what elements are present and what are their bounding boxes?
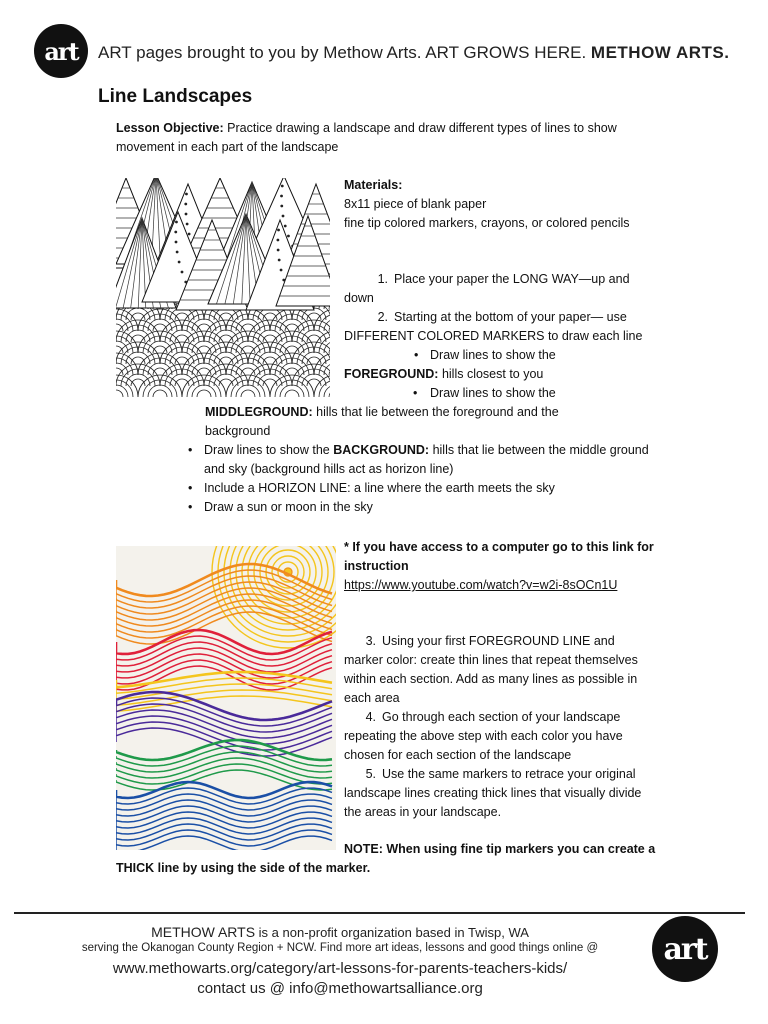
zen-mountain-dot xyxy=(175,221,178,224)
step-text: Starting at the bottom of your paper— use DIFFERENT COLORED MARKERS to draw each line xyxy=(344,310,643,343)
foreground-bullet-line xyxy=(344,346,656,365)
middleground-item xyxy=(205,384,655,441)
foreground-item xyxy=(344,346,656,384)
step-number: 5. xyxy=(365,767,376,781)
tagline-brand: METHOW ARTS. xyxy=(590,43,730,62)
step-number: 1. xyxy=(377,272,388,286)
footer-contact[interactable]: contact us @ info@methowartsalliance.org xyxy=(197,980,483,997)
zen-mountain-dot xyxy=(181,271,184,274)
zentangle-mountains-drawing xyxy=(116,178,330,400)
horizon-bullet: • Include a HORIZON LINE: a line where the earth meets the sky xyxy=(184,479,654,498)
zen-mountain-dot xyxy=(185,213,188,216)
step-3 xyxy=(344,632,656,708)
zen-mountain-dot xyxy=(174,231,177,234)
steps-1-2 xyxy=(344,270,656,346)
line-landscape-drawing xyxy=(116,546,336,850)
step-number: 4. xyxy=(365,710,376,724)
footer-divider xyxy=(14,912,745,914)
footer-brand: METHOW ARTS xyxy=(151,924,256,940)
step-text: Use the same markers to retrace your original landscape lines creating thick lines that visually divide the areas in your landscape. xyxy=(344,767,642,819)
step-5 xyxy=(344,765,656,822)
fg-label: FOREGROUND: xyxy=(344,367,439,381)
step-2 xyxy=(344,308,656,346)
step-text: Using your first FOREGROUND LINE and marker color: create thin lines that repeat themselves within each section. Add as many lines as possible in each area xyxy=(344,634,638,705)
step-text: Place your paper the LONG WAY—up and down xyxy=(344,272,630,305)
materials-item: fine tip colored markers, crayons, or colored pencils xyxy=(344,216,630,230)
footer-line-1 xyxy=(20,924,660,940)
zen-mountain-dot xyxy=(282,215,285,218)
zen-mountain-dot xyxy=(277,239,280,242)
zen-mountain-dot xyxy=(287,235,290,238)
colored-line-landscape-image xyxy=(116,546,336,850)
zen-mountain-dot xyxy=(175,241,178,244)
bg-label: BACKGROUND: xyxy=(333,443,430,457)
bullet-glyph: • xyxy=(413,386,418,400)
mg-pre: Draw lines to show the xyxy=(430,386,556,400)
zen-mountain-dot xyxy=(278,259,281,262)
footer-website-link[interactable]: www.methowarts.org/category/art-lessons-for-parents-teachers-kids/ xyxy=(112,960,568,977)
footer-line-1-text: is a non-profit organization based in Twisp, WA xyxy=(255,925,529,940)
materials-item: 8x11 piece of blank paper xyxy=(344,197,487,211)
mg-label: MIDDLEGROUND: xyxy=(205,405,313,419)
youtube-link[interactable]: https://www.youtube.com/watch?v=w2i-8sOCn1U xyxy=(344,578,618,592)
mg-text: hills that lie between the foreground and the background xyxy=(205,405,559,438)
footer-line-2: serving the Okanogan County Region + NCW. Find more art ideas, lessons and good things online @ xyxy=(81,942,599,954)
computer-note-text: * If you have access to a computer go to this link for instruction xyxy=(344,540,654,573)
background-bullet xyxy=(184,441,654,479)
zen-mountain-dot xyxy=(176,251,179,254)
bg-text: hills that lie between the middle ground and sky (background hills act as horizon line) xyxy=(204,443,649,476)
bullet-glyph: • xyxy=(414,348,419,362)
step-4 xyxy=(344,708,656,765)
zen-mountain-dot xyxy=(184,203,187,206)
zen-mountain-dot xyxy=(277,229,280,232)
sun-bullet: • Draw a sun or moon in the sky xyxy=(184,498,654,517)
objective-label: Lesson Objective: xyxy=(116,121,224,135)
zen-mountain-dot xyxy=(280,269,283,272)
step-1 xyxy=(344,270,656,308)
page-title: Line Landscapes xyxy=(98,86,253,107)
objective-text: Practice drawing a landscape and draw different types of lines to show movement in each part of the landscape xyxy=(116,121,617,154)
methow-arts-logo: art xyxy=(34,24,88,78)
zen-mountain-dot xyxy=(284,225,287,228)
tagline-text: ART pages brought to you by Methow Arts. ART GROWS HERE. xyxy=(98,43,587,62)
zen-mountain-dot xyxy=(188,233,191,236)
bg-pre: Draw lines to show the xyxy=(204,443,330,457)
marker-note: NOTE: When using fine tip markers you can create a THICK line by using the side of the marker. xyxy=(116,842,656,875)
zen-mountain-dot xyxy=(178,261,181,264)
fg-pre: Draw lines to show the xyxy=(430,348,556,362)
bullet-list xyxy=(184,441,654,517)
zen-mountain-dot xyxy=(277,249,280,252)
zen-mountain-dot xyxy=(186,223,189,226)
step-number: 3. xyxy=(365,634,376,648)
header-tagline xyxy=(98,43,729,63)
zen-mountain-dot xyxy=(280,205,283,208)
computer-note xyxy=(344,538,664,595)
fg-text: hills closest to you xyxy=(441,367,544,381)
zentangle-mountains-image xyxy=(116,178,330,400)
lesson-objective xyxy=(116,119,636,157)
zen-mountain-dot xyxy=(281,185,284,188)
step-number: 2. xyxy=(377,310,388,324)
middleground-bullet-line xyxy=(205,384,655,403)
materials-section xyxy=(344,176,654,233)
materials-label: Materials: xyxy=(344,178,403,192)
zen-mountain-dot xyxy=(280,195,283,198)
zen-mountain-dot xyxy=(185,193,188,196)
step-text: Go through each section of your landscape repeating the above step with each color you have chosen for each section of the landscape xyxy=(344,710,623,762)
footer-logo: art xyxy=(652,916,718,982)
steps-3-5 xyxy=(344,632,656,822)
